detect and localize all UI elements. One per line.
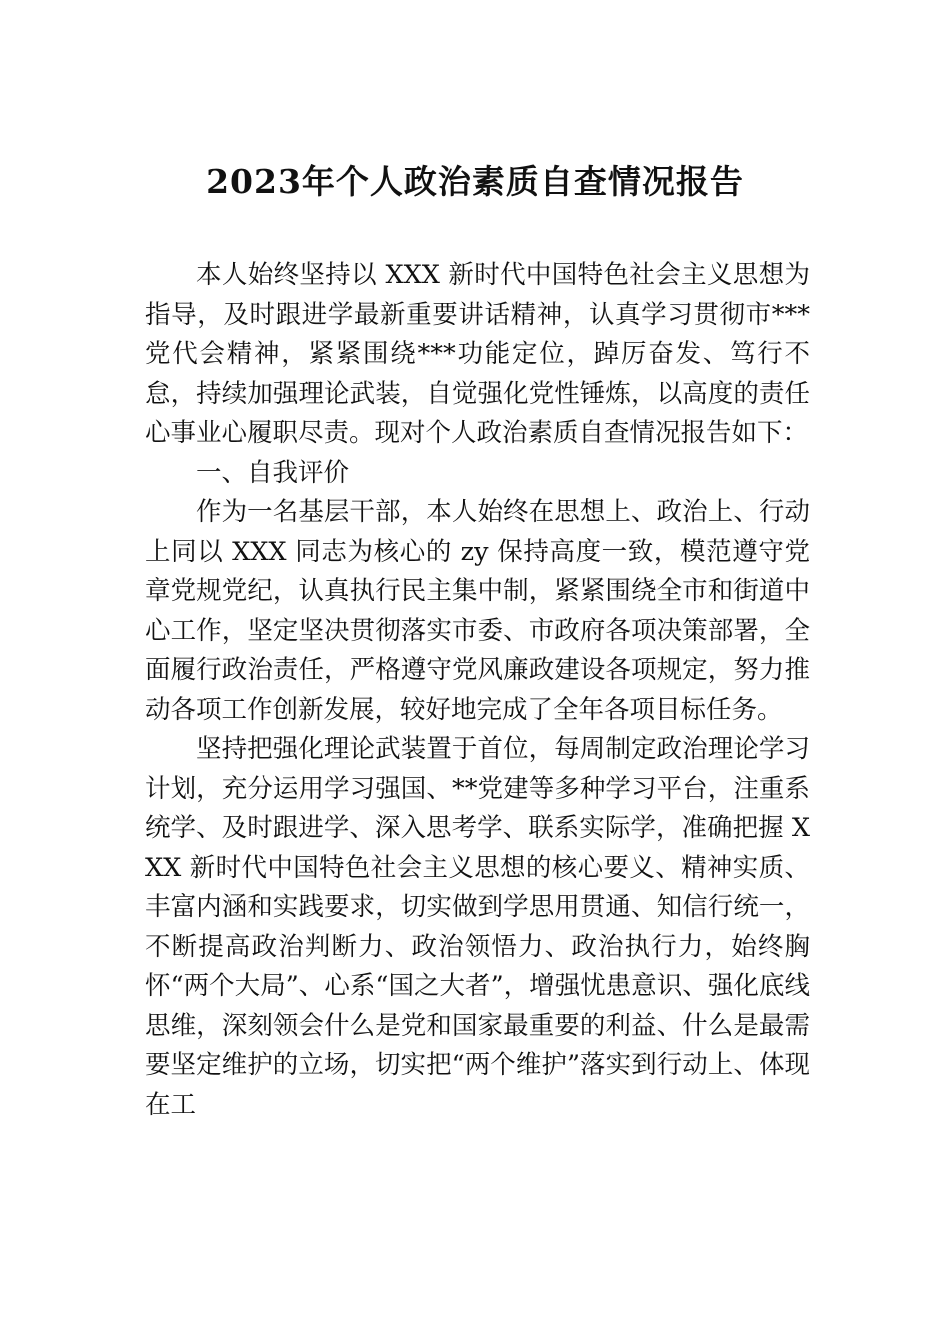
document-body (145, 256, 810, 1125)
document-title: 2023年个人政治素质自查情况报告 (206, 162, 744, 201)
section-heading-self-evaluation: 一、自我评价 (196, 457, 350, 488)
paragraph-intro: 本人始终坚持以 XXX 新时代中国特色社会主义思想为指导，及时跟进学最新重要讲话精神，认真学习贯彻市***党代会精神，紧紧围绕***功能定位，踔厉奋发、笃行不怠，持续加强理论武装，自觉强化党性锤炼，以高度的责任心事业心履职尽责。现对个人政治素质自查情况报告如下： (145, 260, 810, 448)
paragraph-theory-study: 坚持把强化理论武装置于首位，每周制定政治理论学习计划，充分运用学习强国、**党建等多种学习平台，注重系统学、及时跟进学、深入思考学、联系实际学，准确把握 XXX 新时代中国特色社会主义思想的核心要义、精神实质、丰富内涵和实践要求，切实做到学思用贯通、知信行统一，不断提高政治判断力、政治领悟力、政治执行力，始终胸怀“两个大局”、心系“国之大者”，增强忧患意识、强化底线思维，深刻领会什么是党和国家最重要的利益、什么是最需要坚定维护的立场，切实把“两个维护”落实到行动上、体现在工 (145, 734, 810, 1120)
paragraph-self-evaluation: 作为一名基层干部，本人始终在思想上、政治上、行动上同以 XXX 同志为核心的 zy 保持高度一致，模范遵守党章党规党纪，认真执行民主集中制，紧紧围绕全市和街道中心工作，坚定坚决贯彻落实市委、市政府各项决策部署，全面履行政治责任，严格遵守党风廉政建设各项规定，努力推动各项工作创新发展，较好地完成了全年各项目标任务。 (145, 497, 810, 725)
